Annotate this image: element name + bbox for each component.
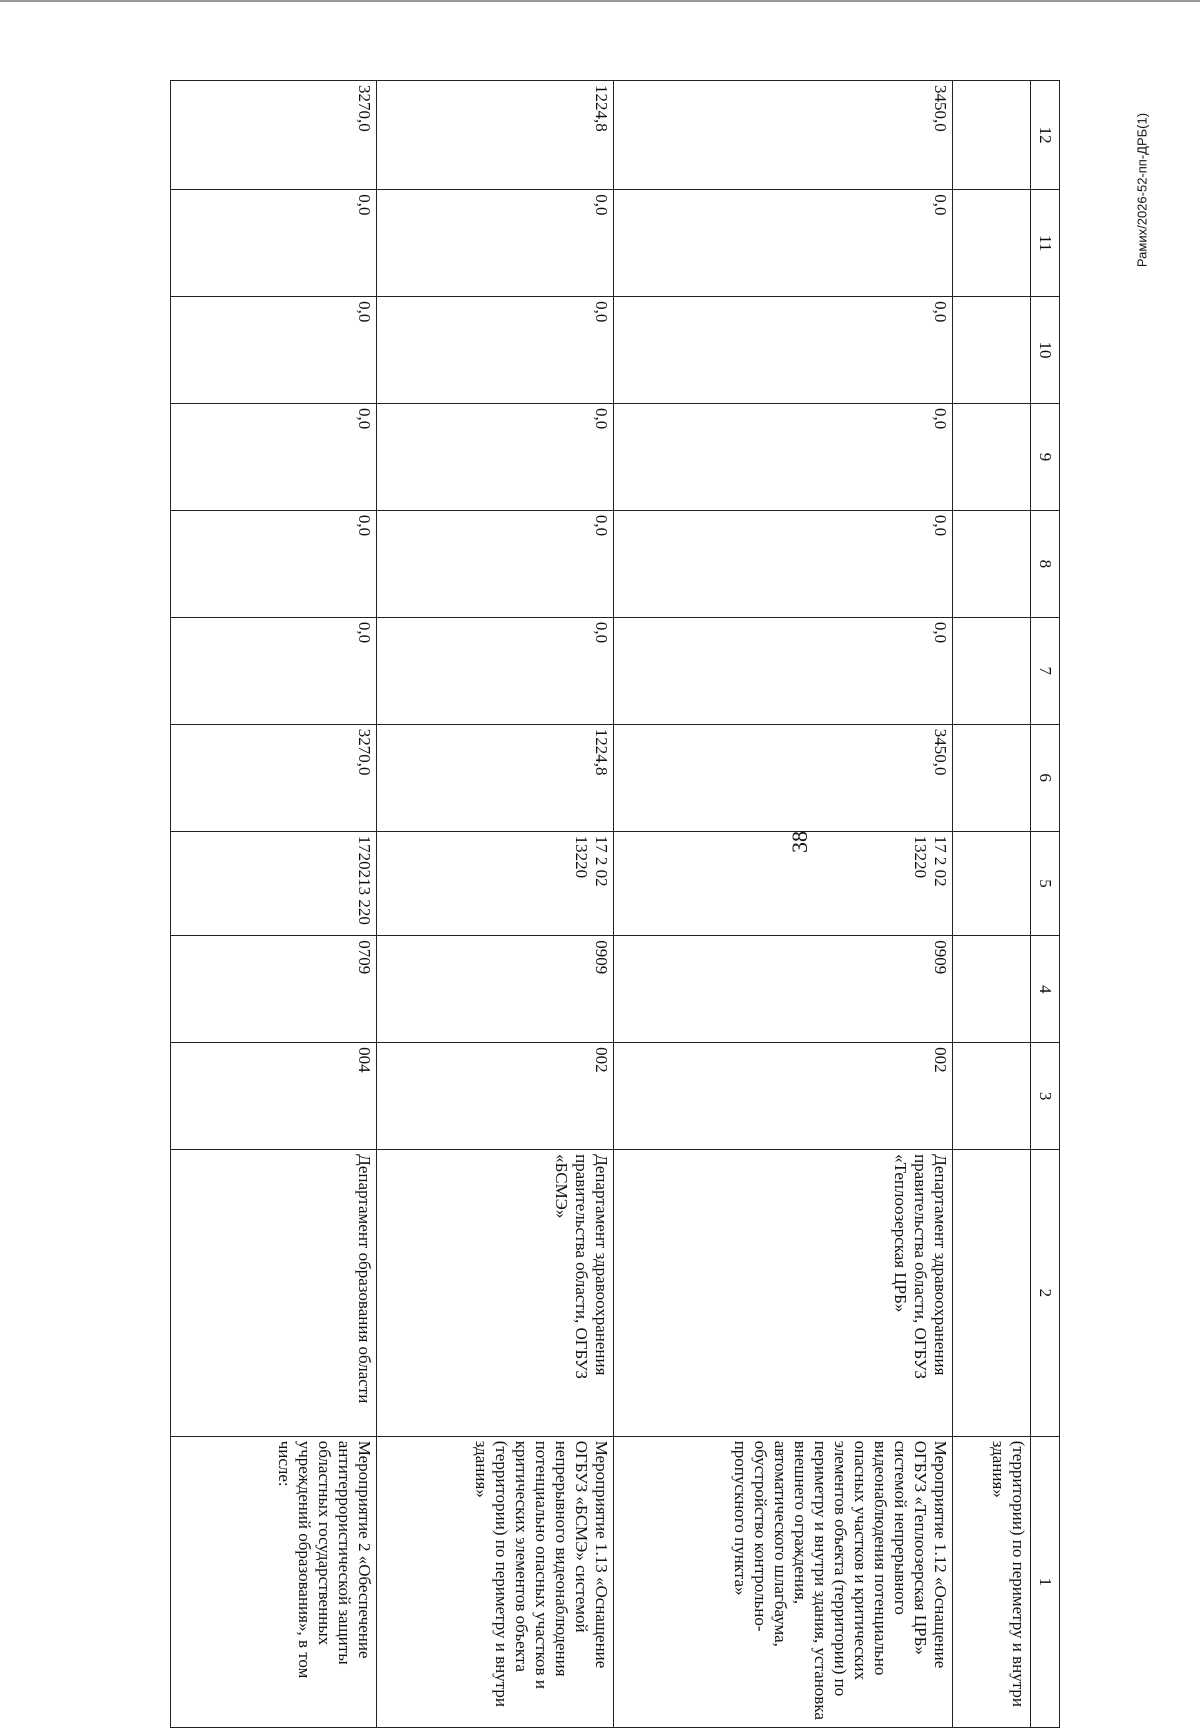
- cell-section: 0709: [171, 936, 377, 1043]
- cell-section: 0909: [614, 936, 953, 1043]
- cell-col7: 0,0: [377, 617, 614, 724]
- cell-col7: 0,0: [614, 617, 953, 724]
- cell-grbs: 002: [377, 1043, 614, 1150]
- header-col-3: 3: [1030, 1043, 1059, 1150]
- cell-code: 17 2 02 13220: [614, 831, 953, 936]
- scan-top-edge: [0, 0, 1200, 2]
- page-number: 38: [787, 831, 812, 853]
- cell-executor: Департамент здравоохранения правительства области, ОГБУЗ «БСМЭ»: [377, 1150, 614, 1437]
- cell-col8: 0,0: [377, 510, 614, 617]
- cell-col6: 3450,0: [614, 724, 953, 831]
- cell-section: 0909: [377, 936, 614, 1043]
- table-row: [614, 81, 953, 1728]
- cell-col8: 0,0: [171, 510, 377, 617]
- header-col-7: 7: [1030, 617, 1059, 724]
- cell-col10: 0,0: [171, 297, 377, 404]
- cell-col9: [953, 404, 1031, 511]
- table-row: [953, 81, 1031, 1728]
- cell-col10: 0,0: [377, 297, 614, 404]
- cell-total: 1224,8: [377, 81, 614, 190]
- cell-col11: 0,0: [377, 190, 614, 297]
- cell-col10: [953, 297, 1031, 404]
- cell-col9: 0,0: [377, 404, 614, 511]
- cell-col7: 0,0: [171, 617, 377, 724]
- header-col-9: 9: [1030, 404, 1059, 511]
- cell-col8: 0,0: [614, 510, 953, 617]
- cell-col6: [953, 724, 1031, 831]
- header-row: [1030, 81, 1059, 1728]
- table-row: [171, 81, 377, 1728]
- cell-code: 17 2 02 13220: [377, 831, 614, 936]
- cell-measure: Мероприятие 2 «Обеспечение антитеррористической защиты областных государственных учреждений образования», в том числе:: [171, 1436, 377, 1727]
- budget-table-rotated: [170, 80, 1060, 1728]
- cell-col10: 0,0: [614, 297, 953, 404]
- cell-executor: Департамент образования области: [171, 1150, 377, 1437]
- cell-col9: 0,0: [171, 404, 377, 511]
- cell-col11: 0,0: [614, 190, 953, 297]
- cell-code: 1720213 220: [171, 831, 377, 936]
- cell-grbs: 004: [171, 1043, 377, 1150]
- cell-grbs: 002: [614, 1043, 953, 1150]
- cell-grbs: [953, 1043, 1031, 1150]
- cell-executor: Департамент здравоохранения правительства области, ОГБУЗ «Теплоозерская ЦРБ»: [614, 1150, 953, 1437]
- cell-total: [953, 81, 1031, 190]
- cell-section: [953, 936, 1031, 1043]
- cell-code: [953, 831, 1031, 936]
- cell-measure: Мероприятие 1.13 «Оснащение ОГБУЗ «БСМЭ» системой непрерывного видеонаблюдения потенциально опасных участков и критических элементов объекта (территории) по периметру и внутри здания»: [377, 1436, 614, 1727]
- cell-col11: 0,0: [171, 190, 377, 297]
- header-col-4: 4: [1030, 936, 1059, 1043]
- header-col-11: 11: [1030, 190, 1059, 297]
- header-col-10: 10: [1030, 297, 1059, 404]
- cell-col9: 0,0: [614, 404, 953, 511]
- header-col-6: 6: [1030, 724, 1059, 831]
- cell-total: 3270,0: [171, 81, 377, 190]
- header-col-8: 8: [1030, 510, 1059, 617]
- cell-total: 3450,0: [614, 81, 953, 190]
- cell-col8: [953, 510, 1031, 617]
- budget-table: [170, 80, 1060, 1728]
- header-col-2: 2: [1030, 1150, 1059, 1437]
- header-col-1: 1: [1030, 1436, 1059, 1727]
- cell-measure: (территории) по периметру и внутри здания»: [953, 1436, 1031, 1727]
- cell-col11: [953, 190, 1031, 297]
- cell-col7: [953, 617, 1031, 724]
- cell-measure: Мероприятие 1.12 «Оснащение ОГБУЗ «Теплоозерская ЦРБ» системой непрерывного видеонаблюдения потенциально опасных участков и критических элементов объекта (территории) по периметру и внутри здания, установка внешнего ограждения, автоматического шлагбаума, обустройство контрольно-пропускного пункта»: [614, 1436, 953, 1727]
- header-col-12: 12: [1030, 81, 1059, 190]
- document-code: Рамих/2026-52-пп-ДРБ(1): [1134, 112, 1150, 268]
- cell-col6: 1224,8: [377, 724, 614, 831]
- cell-col6: 3270,0: [171, 724, 377, 831]
- table-row: [377, 81, 614, 1728]
- cell-executor: [953, 1150, 1031, 1437]
- header-col-5: 5: [1030, 831, 1059, 936]
